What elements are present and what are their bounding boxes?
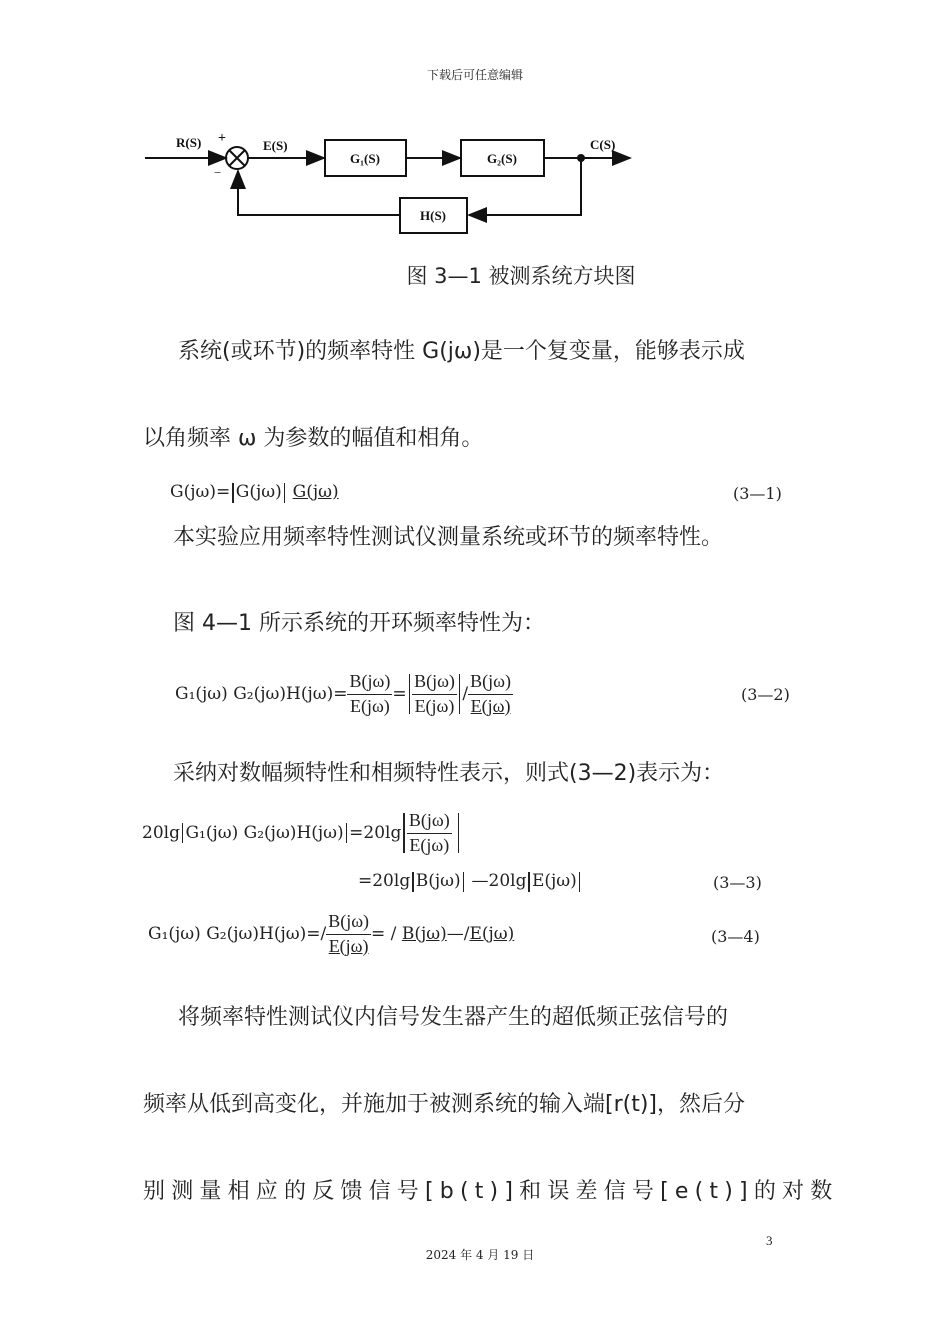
eq2-fraction-3 <box>468 671 513 717</box>
abs-bar <box>403 813 405 853</box>
paragraph-4: 采纳对数幅频特性和相频特性表示，则式(3—2)表示为： <box>173 761 725 786</box>
abs-bar <box>463 872 465 892</box>
eq2-lhs: G₁(jω) G₂(jω)H(jω)= <box>175 684 348 705</box>
page-number: 3 <box>766 1233 773 1248</box>
eq4-b: B(jω) <box>401 924 447 945</box>
equation-3-2 <box>175 671 513 717</box>
frac-denominator: E(jω) <box>328 935 369 956</box>
page-header: 下载后可任意编辑 <box>426 68 523 82</box>
equation-3-3-line-2 <box>358 871 582 892</box>
abs-bar <box>284 483 286 503</box>
eq4-e: E(jω) <box>469 924 515 945</box>
eq2-equals: = <box>392 684 407 705</box>
eq3-number: (3—3) <box>713 873 762 892</box>
eq3-term-d: E(jω) <box>531 871 577 891</box>
paragraph-5-line-1: 将频率特性测试仪内信号发生器产生的超低频正弦信号的 <box>178 1005 729 1030</box>
g2-label: G₂(S) <box>487 151 517 166</box>
equation-3-3-line-1 <box>142 810 461 856</box>
eq4-mid: = / <box>371 924 397 945</box>
equation-3-1 <box>170 482 339 503</box>
eq1-lhs: G(jω)= <box>170 482 231 502</box>
frac-numerator: B(jω) <box>326 911 371 935</box>
frac-denominator: E(jω) <box>349 695 390 716</box>
eq4-number: (3—4) <box>711 927 760 946</box>
paragraph-5-line-3: 别测量相应的反馈信号[b(t)]和误差信号[e(t)]的对数 <box>143 1179 839 1204</box>
abs-bar <box>458 813 460 853</box>
eq1-number: (3—1) <box>733 484 782 503</box>
frac-numerator: B(jω) <box>468 671 513 695</box>
frac-denominator: E(jω) <box>409 834 450 855</box>
paragraph-2: 本实验应用频率特性测试仪测量系统或环节的频率特性。 <box>173 525 724 550</box>
eq2-fraction-1 <box>347 671 392 717</box>
frac-numerator: B(jω) <box>407 810 452 834</box>
eq2-number: (3—2) <box>741 685 790 704</box>
eq4-lhs: G₁(jω) G₂(jω)H(jω)=/ <box>148 924 327 945</box>
output-label: C(S) <box>590 137 616 152</box>
plus-sign: + <box>218 131 226 146</box>
eq3-equals: =20lg <box>349 823 402 844</box>
paragraph-1-line-2: 以角频率 ω 为参数的幅值和相角。 <box>143 426 484 451</box>
abs-bar <box>182 823 184 843</box>
figure-caption: 图 3—1 被测系统方块图 <box>406 264 636 288</box>
minus-sign: − <box>214 165 222 180</box>
abs-bar <box>232 483 234 503</box>
eq2-fraction-2 <box>412 671 457 717</box>
frac-numerator: B(jω) <box>412 671 457 695</box>
eq4-fraction <box>326 911 371 957</box>
frac-denominator: E(jω) <box>414 695 455 716</box>
eq3-fraction <box>407 810 452 856</box>
paragraph-5-line-2: 频率从低到高变化，并施加于被测系统的输入端[r(t)]，然后分 <box>143 1092 746 1117</box>
error-label: E(S) <box>263 138 288 153</box>
eq3-product: G₁(jω) G₂(jω)H(jω) <box>185 823 344 844</box>
abs-bar <box>346 823 348 843</box>
frac-numerator: B(jω) <box>347 671 392 695</box>
abs-bar <box>528 872 530 892</box>
abs-bar <box>579 872 581 892</box>
eq1-magnitude: G(jω) <box>235 482 282 502</box>
abs-bar <box>412 872 414 892</box>
h-label: H(S) <box>420 208 446 223</box>
paragraph-3: 图 4—1 所示系统的开环频率特性为： <box>173 611 545 636</box>
block-diagram <box>140 125 650 240</box>
eq3-term-a: =20lg <box>358 871 411 891</box>
abs-bar <box>459 674 461 714</box>
eq3-term-b: B(jω) <box>415 871 461 891</box>
eq3-lhs: 20lg <box>142 823 180 844</box>
frac-denominator: E(jω) <box>470 695 511 716</box>
input-label: R(S) <box>176 135 202 150</box>
feedback-path-left <box>238 171 400 215</box>
page-footer-date: 2024 年 4 月 19 日 <box>425 1248 535 1262</box>
equation-3-4 <box>148 911 514 957</box>
eq2-angle-sign: / <box>462 684 469 705</box>
abs-bar <box>409 674 411 714</box>
eq3-term-c: —20lg <box>471 871 527 891</box>
eq4-dash: —/ <box>446 924 470 945</box>
g1-label: G₁(S) <box>350 151 380 166</box>
paragraph-1-line-1: 系统(或环节)的频率特性 G(jω)是一个复变量，能够表示成 <box>178 339 745 364</box>
eq1-angle: G(jω) <box>292 482 339 502</box>
